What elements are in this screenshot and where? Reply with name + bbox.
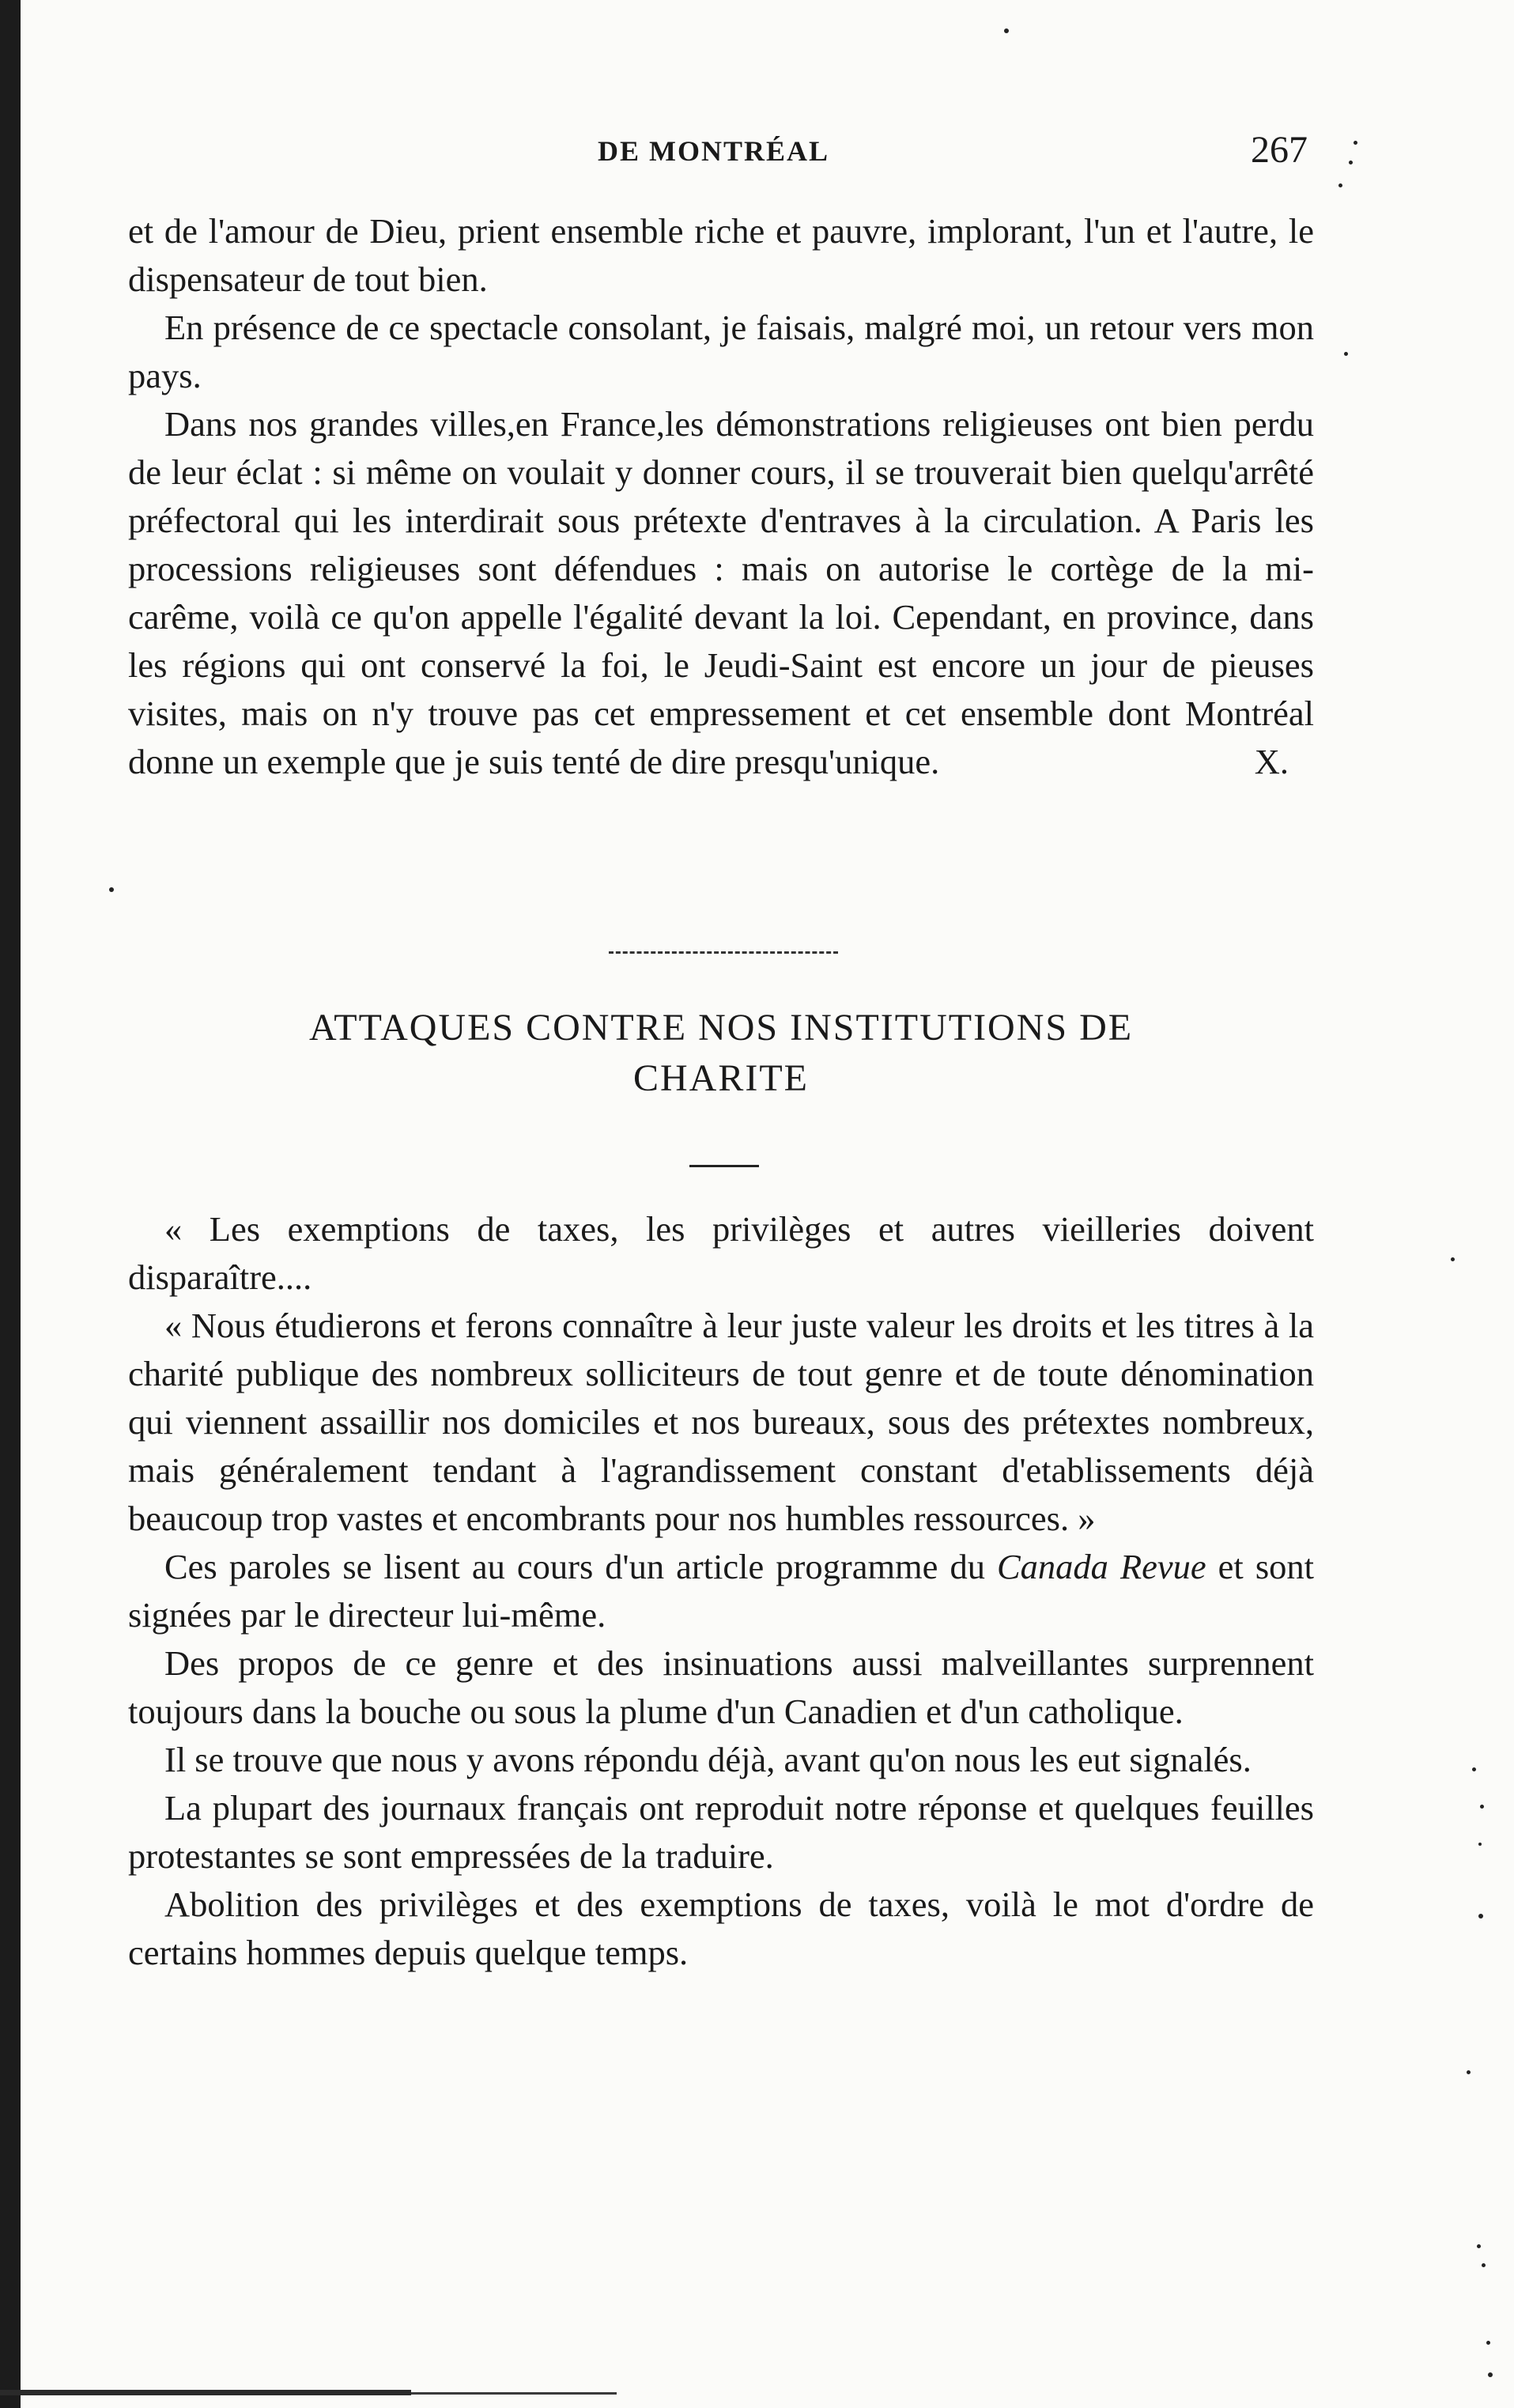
running-title: DE MONTRÉAL (598, 135, 830, 167)
paragraph-text: Dans nos grandes villes,en France,les démonstrations religieuses ont bien perdu de leur éclat : si même on voulait y donner cours, il se trouverait bien quelqu'arrêté préfectoral qui les interdirait sous prétexte d'entraves à la circulation. A Paris les processions religieuses sont défendues : mais on autorise le cortège de la mi-carême, voilà ce qu'on appelle l'égalité devant la loi. Cependant, en province, dans les régions qui ont conservé la foi, le Jeudi-Saint est encore un jour de pieuses visites, mais on n'y trouve pas cet empressement et cet ensemble dont Montréal donne un exemple que je suis tenté de dire presqu'unique. (128, 404, 1314, 781)
ink-speck (1472, 1767, 1476, 1771)
paragraph-text: Ces paroles se lisent au cours d'un article programme du (164, 1547, 997, 1586)
paragraph: Des propos de ce genre et des insinuations aussi malveillantes surprennent toujours dans la bouche ou sous la plume d'un Canadien et d'un catholique. (128, 1643, 1314, 1731)
ink-speck (1478, 1843, 1482, 1846)
ink-speck (1338, 183, 1342, 187)
paragraph (128, 400, 1314, 786)
second-section-text (128, 1205, 1314, 1977)
ink-speck (1488, 2372, 1493, 2377)
ink-speck (1482, 2263, 1486, 2267)
paragraph (128, 1543, 1314, 1639)
ink-speck (1480, 1805, 1484, 1809)
ink-speck (1004, 28, 1009, 33)
page-bottom-edge (0, 2390, 411, 2395)
section-separator (609, 951, 838, 956)
page-number: 267 (1251, 129, 1308, 171)
paragraph: et de l'amour de Dieu, prient ensemble riche et pauvre, implorant, l'un et l'autre, le dispensateur de tout bien. (128, 211, 1314, 299)
publication-title: Canada Revue (996, 1547, 1206, 1586)
running-head (0, 129, 1514, 174)
paragraph: En présence de ce spectacle consolant, je faisais, malgré moi, un retour vers mon pays. (128, 308, 1314, 395)
first-section-text (128, 207, 1314, 786)
ink-speck (1478, 1914, 1483, 1918)
ink-speck (1477, 2244, 1481, 2248)
ink-speck (1451, 1257, 1455, 1261)
quote-paragraph: « Les exemptions de taxes, les privilèges et autres vieilleries doivent disparaître.... (128, 1209, 1314, 1297)
paragraph: La plupart des journaux français ont reproduit notre réponse et quelques feuilles protestantes se sont empressées de la traduire. (128, 1788, 1314, 1876)
section-title (128, 1003, 1314, 1104)
quote-paragraph: « Nous étudierons et ferons connaître à leur juste valeur les droits et les titres à la charité publique des nombreux solliciteurs de tout genre et de toute dénomination qui viennent assaillir nos domiciles et nos bureaux, sous des prétextes nombreux, mais généralement tendant à l'agrandissement constant d'etablissements déjà beaucoup trop vastes et encombrants pour nos humbles ressources. » (128, 1306, 1314, 1538)
paragraph-text: et sont signées par le directeur lui-même. (128, 1547, 1314, 1635)
paragraph: Il se trouve que nous y avons répondu déjà, avant qu'on nous les eut signalés. (164, 1740, 1252, 1779)
ink-speck (1467, 2070, 1471, 2074)
signature: X. (1254, 742, 1289, 781)
ink-speck (1344, 352, 1348, 356)
section-title-line: CHARITE (633, 1057, 809, 1099)
page-edge-shadow (0, 0, 21, 2408)
ink-speck (109, 887, 114, 892)
title-rule (689, 1165, 759, 1167)
section-title-line: ATTAQUES CONTRE NOS INSTITUTIONS DE (308, 1007, 1134, 1049)
page-bottom-edge-fade (411, 2392, 617, 2395)
ink-speck (1486, 2341, 1490, 2345)
paragraph: Abolition des privilèges et des exemptions de taxes, voilà le mot d'ordre de certains hommes depuis quelque temps. (128, 1884, 1314, 1972)
